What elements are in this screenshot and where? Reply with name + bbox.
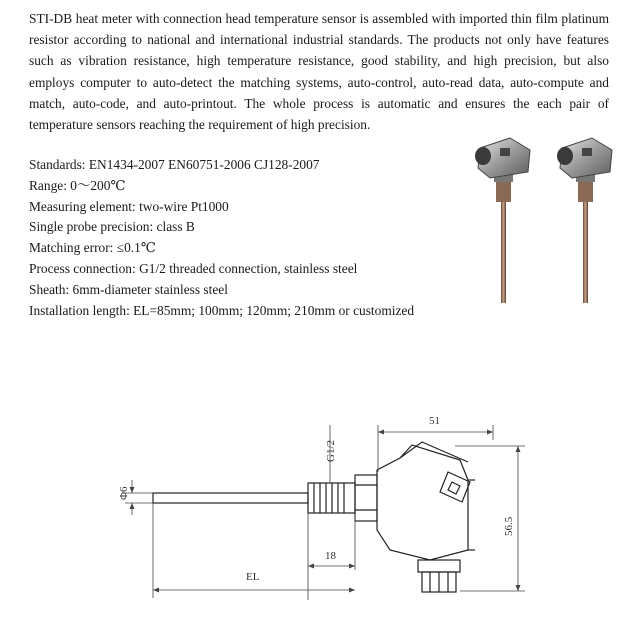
sensor-image-left bbox=[475, 138, 530, 303]
spec-installation-length: Installation length: EL=85mm; 100mm; 120mm; 210mm or customized bbox=[29, 302, 415, 318]
spec-process-connection: Process connection: G1/2 threaded connection, stainless steel bbox=[29, 260, 358, 276]
dim-head-width: 51 bbox=[429, 415, 440, 427]
dim-thread-length: 18 bbox=[325, 550, 336, 562]
product-description: STI-DB heat meter with connection head temperature sensor is assembled with imported thin film platinum resistor according to national and international industrial standards. The products not only have features such as vibration resistance, high temperature resistance, good stability, and high precision, but also employs computer to auto-detect the matching systems, auto-control, auto-read data, auto-compute and match, auto-code, and auto-printout. The whole process is automatic and ensures the each pair of temperature sensors reaching the requirement of high precision. bbox=[29, 11, 609, 133]
dim-diameter: Φ6 bbox=[118, 486, 130, 500]
spec-list bbox=[29, 155, 414, 321]
spec-sheath: Sheath: 6mm-diameter stainless steel bbox=[29, 281, 228, 297]
spec-measuring-element: Measuring element: two-wire Pt1000 bbox=[29, 198, 229, 214]
product-photo bbox=[470, 128, 630, 308]
spec-standards: Standards: EN1434-2007 EN60751-2006 CJ128-2007 bbox=[29, 157, 320, 172]
dim-height: 56.5 bbox=[503, 516, 515, 536]
spec-probe-precision: Single probe precision: class B bbox=[29, 219, 195, 235]
technical-drawing bbox=[100, 400, 540, 635]
spec-range: Range: 0～200℃ bbox=[29, 177, 126, 193]
spec-matching-error: Matching error: ≤0.1℃ bbox=[29, 240, 156, 256]
dim-el: EL bbox=[246, 571, 260, 583]
dim-thread: G1/2 bbox=[325, 440, 337, 462]
sensor-image-right bbox=[557, 138, 612, 303]
